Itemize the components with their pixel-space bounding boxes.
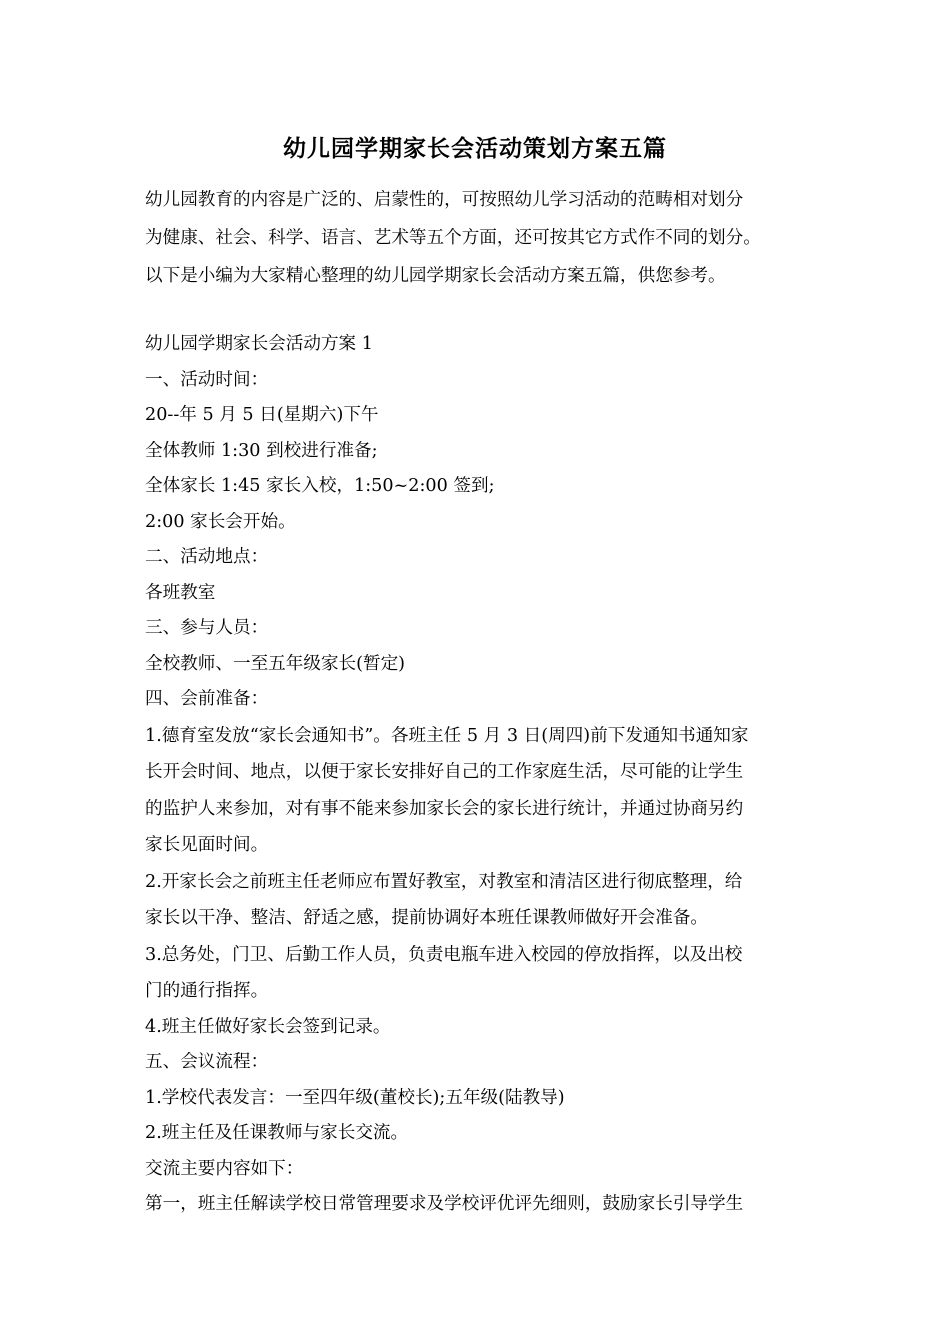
body-line: 四、会前准备： xyxy=(145,689,269,709)
body-line: 2.班主任及任课教师与家长交流。 xyxy=(145,1123,409,1143)
intro-line: 幼儿园教育的内容是广泛的、启蒙性的，可按照幼儿学习活动的范畴相对划分 xyxy=(145,190,744,210)
prep-line: 门的通行指挥。 xyxy=(145,981,269,1001)
intro-line: 以下是小编为大家精心整理的幼儿园学期家长会活动方案五篇，供您参考。 xyxy=(145,266,726,286)
prep-line: 3.总务处，门卫、后勤工作人员，负责电瓶车进入校园的停放指挥，以及出校 xyxy=(145,944,743,965)
prep-line: 的监护人来参加，对有事不能来参加家长会的家长进行统计，并通过协商另约 xyxy=(145,798,744,819)
body-line: 全校教师、一至五年级家长(暂定) xyxy=(145,653,406,674)
document-body xyxy=(145,327,820,1223)
body-line: 2:00 家长会开始。 xyxy=(145,511,296,532)
intro-line: 为健康、社会、科学、语言、艺术等五个方面，还可按其它方式作不同的划分。 xyxy=(145,228,761,248)
body-line: 三、参与人员： xyxy=(145,618,269,638)
prep-line: 2.开家长会之前班主任老师应布置好教室，对教室和清洁区进行彻底整理，给 xyxy=(145,871,743,892)
section-heading: 幼儿园学期家长会活动方案 1 xyxy=(145,334,373,354)
prep-item-2 xyxy=(145,864,820,937)
prep-item-1 xyxy=(145,718,820,864)
body-line: 各班教室 xyxy=(145,582,216,603)
prep-line: 家长见面时间。 xyxy=(145,835,269,855)
body-line: 全体教师 1:30 到校进行准备; xyxy=(145,440,378,461)
prep-item-3 xyxy=(145,937,820,1010)
prep-line: 家长以干净、整洁、舒适之感，提前协调好本班任课教师做好开会准备。 xyxy=(145,908,709,928)
body-line: 20--年 5 月 5 日(星期六)下午 xyxy=(145,405,379,425)
body-line: 全体家长 1:45 家长入校，1:50~2:00 签到; xyxy=(145,476,495,496)
intro-paragraph xyxy=(145,181,820,295)
prep-line: 长开会时间、地点，以便于家长安排好自己的工作家庭生活，尽可能的让学生 xyxy=(145,762,744,782)
body-line: 二、活动地点： xyxy=(145,547,269,567)
body-line: 4.班主任做好家长会签到记录。 xyxy=(145,1016,391,1037)
body-line: 交流主要内容如下： xyxy=(145,1158,304,1179)
body-line: 1.学校代表发言：一至四年级(董校长);五年级(陆教导) xyxy=(145,1087,565,1108)
body-line: 第一，班主任解读学校日常管理要求及学校评优评先细则，鼓励家长引导学生 xyxy=(145,1194,744,1214)
document-title: 幼儿园学期家长会活动策划方案五篇 xyxy=(283,135,667,162)
prep-line: 1.德育室发放“家长会通知书”。各班主任 5 月 3 日(周四)前下发通知书通知家 xyxy=(145,725,749,746)
body-line: 五、会议流程： xyxy=(145,1052,269,1072)
body-line: 一、活动时间： xyxy=(145,369,269,390)
